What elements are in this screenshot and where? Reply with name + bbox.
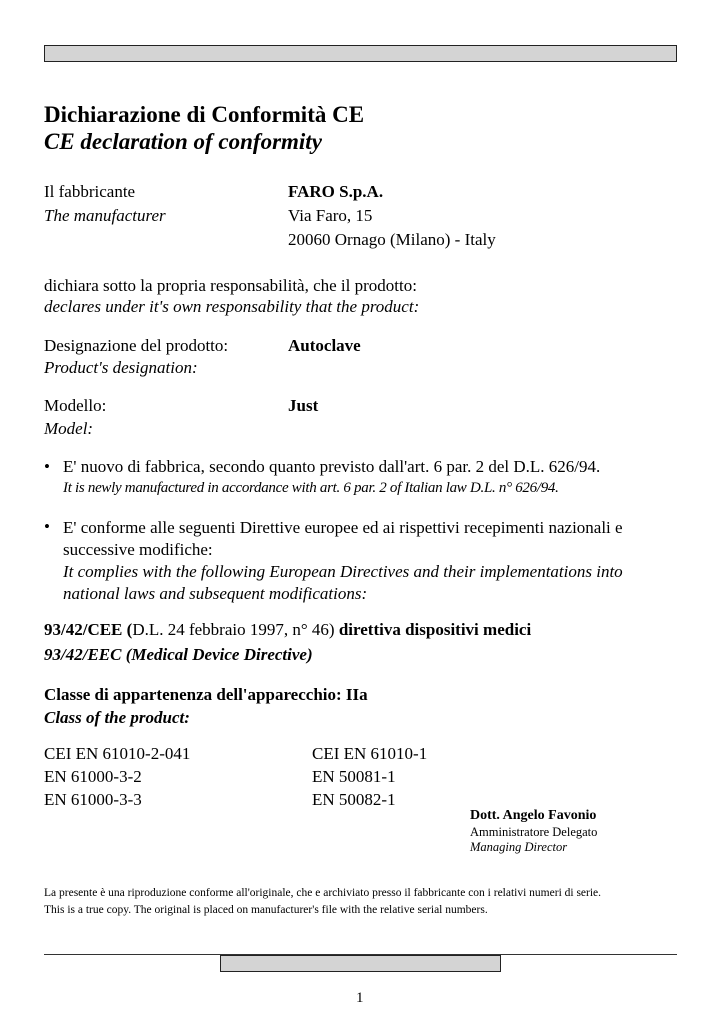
standard-item: CEI EN 61010-1 bbox=[312, 744, 428, 763]
manufacturer-name: FARO S.p.A. bbox=[288, 182, 384, 201]
header-bar bbox=[44, 45, 677, 62]
standard-item: EN 61000-3-3 bbox=[44, 790, 142, 809]
model-value: Just bbox=[288, 396, 319, 415]
standard-item: EN 50081-1 bbox=[312, 767, 396, 786]
standard-item: EN 61000-3-2 bbox=[44, 767, 142, 786]
directive-line bbox=[44, 620, 531, 640]
manufacturer-label-it: Il fabbricante bbox=[44, 182, 136, 201]
signatory-name: Dott. Angelo Favonio bbox=[470, 808, 597, 823]
bullet1-text-it: E' nuovo di fabbrica, secondo quanto previsto dall'art. 6 par. 2 del D.L. 626/94. bbox=[63, 457, 601, 476]
model-label-en: Model: bbox=[44, 419, 94, 438]
designation-value: Autoclave bbox=[288, 336, 361, 355]
title-italian: Dichiarazione di Conformità CE bbox=[44, 102, 365, 127]
standard-item: CEI EN 61010-2-041 bbox=[44, 744, 191, 763]
footer-bar bbox=[220, 955, 501, 972]
directive-en: 93/42/EEC (Medical Device Directive) bbox=[44, 645, 313, 664]
bullet2-text-it: E' conforme alle seguenti Direttive europee ed ai rispettivi recepimenti nazionali e successive modifiche: bbox=[63, 518, 623, 559]
bullet1-text-en: It is newly manufactured in accordance with art. 6 par. 2 of Italian law D.L. n° 626/94. bbox=[63, 480, 559, 496]
bullet2-text-en: It complies with the following European Directives and their implementations into national laws and subsequent modifications: bbox=[63, 562, 623, 603]
designation-label-en: Product's designation: bbox=[44, 358, 198, 377]
bullet-symbol: • bbox=[44, 457, 50, 476]
class-it: Classe di appartenenza dell'apparecchio: IIa bbox=[44, 685, 368, 704]
signatory-role-en: Managing Director bbox=[470, 840, 568, 854]
manufacturer-label-en: The manufacturer bbox=[44, 206, 166, 225]
bullet-symbol: • bbox=[44, 517, 50, 536]
standard-item: EN 50082-1 bbox=[312, 790, 396, 809]
declares-it: dichiara sotto la propria responsabilità, che il prodotto: bbox=[44, 276, 417, 295]
class-en: Class of the product: bbox=[44, 708, 190, 727]
title-english: CE declaration of conformity bbox=[44, 129, 322, 154]
signatory-role-it: Amministratore Delegato bbox=[470, 825, 598, 839]
directive-ref: D.L. 24 febbraio 1997, n° 46) bbox=[132, 620, 335, 639]
declares-en: declares under it's own responsability that the product: bbox=[44, 297, 420, 316]
designation-label-it: Designazione del prodotto: bbox=[44, 336, 229, 355]
model-label-it: Modello: bbox=[44, 396, 107, 415]
directive-name: direttiva dispositivi medici bbox=[334, 620, 532, 639]
footer-note-it: La presente è una riproduzione conforme all'originale, che e archiviato presso il fabbricante con i relativi numeri di serie. bbox=[44, 887, 602, 899]
page-number: 1 bbox=[356, 990, 364, 1006]
manufacturer-address-line2: 20060 Ornago (Milano) - Italy bbox=[288, 230, 496, 249]
footer-note-en: This is a true copy. The original is placed on manufacturer's file with the relative serial numbers. bbox=[44, 904, 488, 916]
manufacturer-address-line1: Via Faro, 15 bbox=[288, 206, 373, 225]
directive-code: 93/42/CEE ( bbox=[44, 620, 133, 639]
